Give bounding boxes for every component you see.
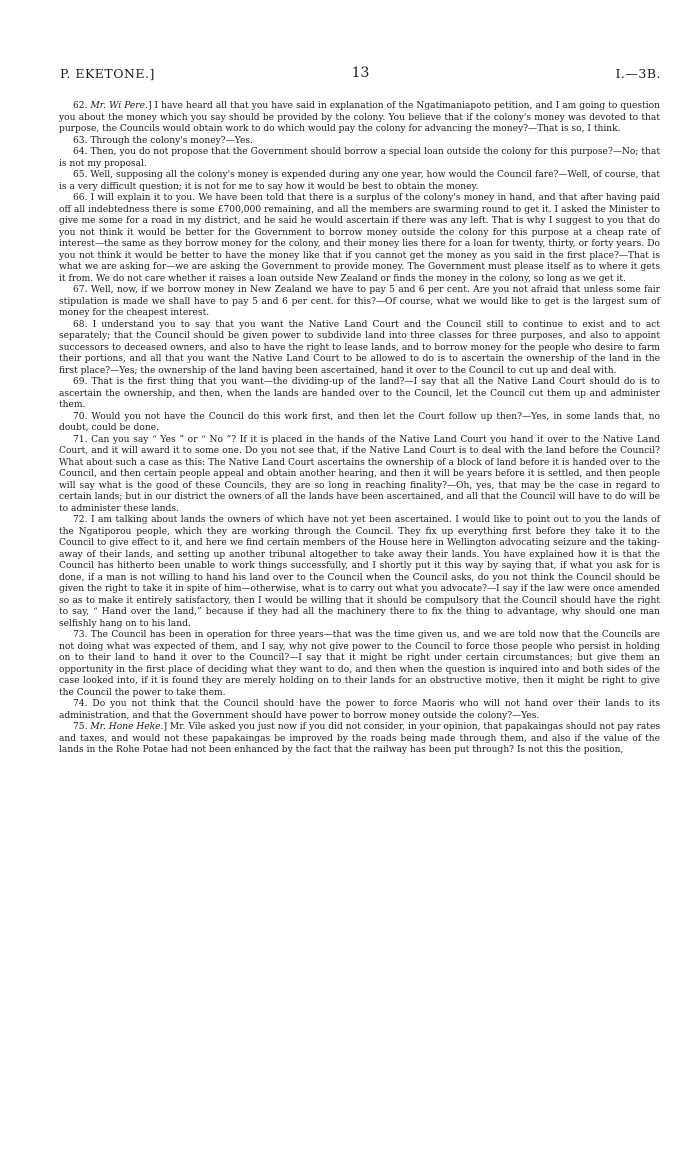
paragraph: 75. Mr. Hone Heke.] Mr. Vile asked you just now if you did not consider, in your opinion, that papakaingas should not pay rates and taxes, and would not these papakaingas be improved by the roads being made through them, and also if the value of the lands in the Rohe Potae had not been enhanced by the fact that the railway has been put through? Is not this the position, bbox=[59, 722, 660, 755]
paragraph: 67. Well, now, if we borrow money in New Zealand we have to pay 5 and 6 per cent. Are you not afraid that unless some fair stipulation is made we shall have to pay 5 and 6 per cent. for this?—Of course, what we would like to get is the largest sum of money for the cheapest interest. bbox=[59, 285, 660, 318]
page-number: 13 bbox=[351, 65, 370, 81]
paragraph: 64. Then, you do not propose that the Government should borrow a special loan outside the colony for this purpose?—No; that is not my proposal. bbox=[59, 147, 660, 169]
paragraph: 66. I will explain it to you. We have been told that there is a surplus of the colony's money in hand, and that after having paid off all indebtedness there is some £700,000 remaining, and all the members are swarming round to get it. I asked the Minister to give me some for a road in my district, and he said he would ascertain if there was any left. That is why I suggest to you that do you not think it would be better for the Government to borrow money outside the colony for this purpose at a cheap rate of interest—the same as they borrow money for the colony, and their money lies there for a loan for twenty, thirty, or forty years. Do you not think it would be better to have the money like that if you cannot get the money as you said in the first place?—That is what we are asking for—we are asking the Government to provide money. The Government must please itself as to where it gets it from. We do not care whether it raises a loan outside New Zealand or finds the money in the colony, so long as we get it. bbox=[59, 193, 660, 284]
paragraph: 63. Through the colony's money?—Yes. bbox=[73, 135, 253, 146]
paragraph: 73. The Council has been in operation for three years—that was the time given us, and we are told now that the Councils are not doing what was expected of them, and I say, why not give power to the Council to force those people who persist in holding on to their land to hand it over to the Council?—I say that it might be right under certain circumstances; but give them an opportunity in the first place of deciding what they want to do, and then when the question is inquired into and both sides of the case looked into, if it is found they are merely holding on to their lands for an obstructive motive, then it might be right to give the Council the power to take them. bbox=[59, 630, 660, 698]
paragraph: 69. That is the first thing that you want—the dividing-up of the land?—I say that all the Native Land Court should do is to ascertain the ownership, and then, when the lands are handed over to the Council, let the Council cut them up and administer them. bbox=[59, 377, 660, 410]
paragraph: 65. Well, supposing all the colony's money is expended during any one year, how would the Council fare?—Well, of course, that is a very difficult question; it is not for me to say how it would be best to obtain the money. bbox=[59, 170, 660, 192]
speaker-name: Mr. Wi Pere. bbox=[90, 101, 148, 111]
paragraph: 62. Mr. Wi Pere.] I have heard all that you have said in explanation of the Ngatimaniapoto petition, and I am going to question you about the money which you say should be provided by the colony. You believe that if the colony's money was devoted to that purpose, the Councils would obtain work to do which would pay the colony for advancing the money?—That is so, I think. bbox=[59, 101, 660, 134]
paragraph: 72. I am talking about lands the owners of which have not yet been ascertained. I would like to point out to you the lands of the Ngatiporou people, which they are working through the Council. They fix up everything first before they take it to the Council to give effect to it, and here we find certain members of the House here in Wellington advocating seizure and the taking-away of their lands, and setting up another tribunal altogether to take away their lands. You have explained how it is that the Council has hitherto been unable to work things successfully, and I shortly put it this way by saying that, if what you ask for is done, if a man is not willing to hand his land over to the Council when the Council asks, do you not think the Council should be given the right to take it in spite of him—otherwise, what is to carry out what you advocate?—I say if the law were once amended so as to make it entirely satisfactory, then I would be willing that it should be compulsory that the Council should have the right to say, “ Hand over the land,” because if they had all the machinery there to fix the thing to advantage, why should one man selfishly hang on to his land. bbox=[59, 515, 660, 629]
document-reference: I.—3B. bbox=[615, 66, 661, 81]
page-header bbox=[60, 66, 661, 84]
paragraph: 74. Do you not think that the Council should have the power to force Maoris who will not hand over their lands to its administration, and that the Government should have power to borrow money outside the colony?—Yes. bbox=[59, 699, 660, 721]
document-body bbox=[59, 101, 660, 757]
header-witness-name: P. EKETONE.] bbox=[60, 66, 155, 81]
paragraph: 71. Can you say “ Yes ” or “ No ”? If it is placed in the hands of the Native Land Court you hand it over to the Native Land Court, and it will award it to some one. Do you not see that, if the Native Land Court is to deal with the land before the Council? What about such a case as this: The Native Land Court ascertains the ownership of a block of land before it is handed over to the Council, and then certain people appeal and obtain another hearing, and then it will be years before it is settled, and then people will say what is the good of these Councils, they are so long in reaching finality?—Oh, yes, that may be the case in regard to certain lands; but in our district the owners of all the lands have been ascertained, and all that the Council will have to do will be to administer these lands. bbox=[59, 434, 660, 514]
paragraph: 70. Would you not have the Council do this work first, and then let the Court follow up then?—Yes, in some lands that, no doubt, could be done. bbox=[59, 411, 660, 433]
paragraph: 68. I understand you to say that you want the Native Land Court and the Council still to continue to exist and to act separately; that the Council should be given power to subdivide land into three classes for three purposes, and also to appoint successors to deceased owners, and also to have the right to lease lands, and to borrow money for the people who desire to farm their portions, and all that you want the Native Land Court to be allowed to do is to ascertain the ownership of the land in the first place?—Yes; the ownership of the land having been ascertained, hand it over to the Council to cut up and deal with. bbox=[59, 319, 660, 376]
speaker-name: Mr. Hone Heke. bbox=[90, 722, 164, 732]
